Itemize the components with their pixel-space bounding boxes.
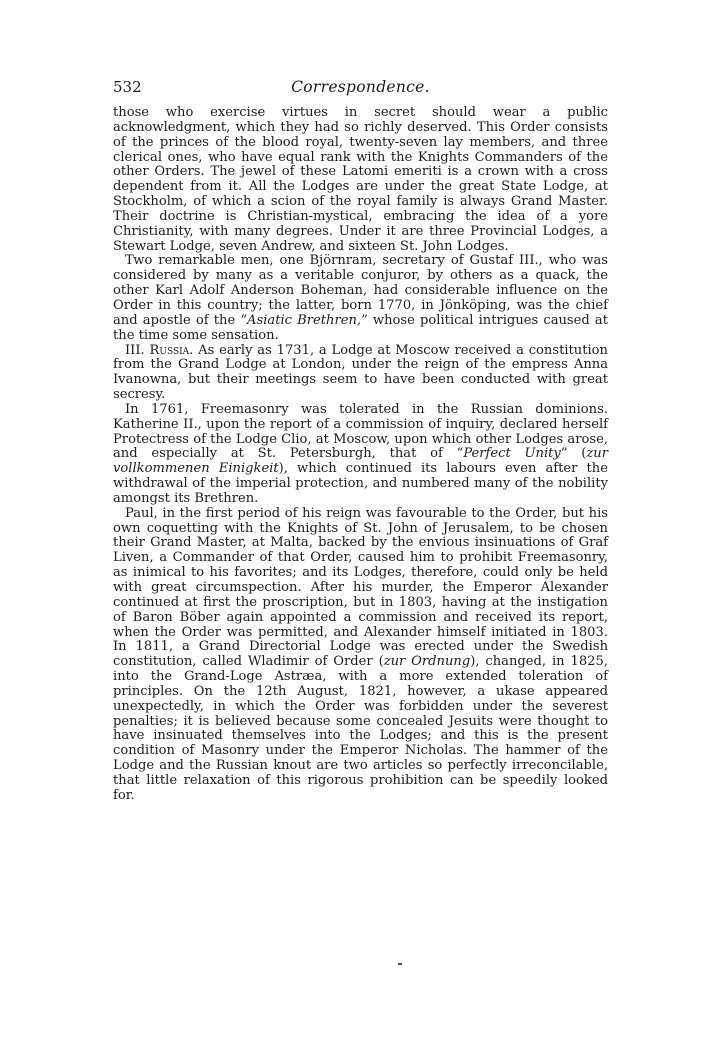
text-segment: ” whose political intrigues caused at the time some sensation. [113, 312, 608, 343]
italic-term: zur Ordnung [383, 654, 471, 670]
book-page [113, 76, 608, 804]
text-segment: ), changed, in 1825, into the Grand-Loge Astræa, with a more extended toleration of principles. On the 12th August, 1821, however, a ukase appeared unexpectedly, in which the Order was forbidden under the severest penalties; it is believed because some concealed Jesuits were thought to have insinuated themselves into the Lodges; and this is the present condition of Masonry under the Emperor Nicholas. The hammer of the Lodge and the Russian knout are two articles so perfectly irreconcilable, that little relaxation of this rigorous prohibition can be speedily looked for. [113, 654, 608, 803]
paragraph-paul-alexander [113, 507, 608, 804]
paragraph-katherine [113, 403, 608, 507]
running-title: Correspondence. [291, 78, 430, 96]
text-segment: In 1761, Freemasonry was tolerated in the Russian dominions. Katherine II., upon the report of a commission of inquiry, declared herself Protectress of the Lodge Clio, at Moscow, upon which other Lodges arose, and especially at St. Petersburgh, that of “ [113, 401, 608, 462]
text-segment: ), which continued its labours even after the withdrawal of the imperial protection, and numbered many of the nobility amongst its Brethren. [113, 461, 608, 506]
italic-term: Asiatic Brethren, [247, 312, 362, 328]
italic-term: zur vollkommenen Einigkeit [113, 446, 608, 477]
text-segment: Paul, in the first period of his reign was favourable to the Order, but his own coquetting with the Knights of St. John of Jerusalem, to be chosen their Grand Master, at Malta, backed by the envious insinuations of Graf Liven, a Commander of that Order, caused him to prohibit Freemasonry, as inimical to his favorites; and its Lodges, therefore, could only be held with great circumspection. After his murder, the Emperor Alexander continued at first the proscription, but in 1803, having at the instigation of Baron Böber again appointed a commission and received its report, when the Order was permitted, and Alexander himself initiated in 1803. In 1811, a Grand Directorial Lodge was erected under the Swedish constitution, called Wladimir of Order ( [113, 505, 608, 670]
section-numeral: III. [125, 342, 145, 358]
italic-term: Perfect Unity [463, 446, 561, 462]
text-segment: As early as 1731, a Lodge at Moscow received a constitution from the Grand Lodge at London, under the reign of the empress Anna Ivanowna, but their meetings seem to have been conducted with great secresy. [113, 342, 608, 403]
page-header [113, 76, 608, 102]
body-text [113, 106, 608, 804]
page-number: 532 [113, 78, 142, 96]
paragraph-russia-heading [113, 344, 608, 403]
section-heading: Russia. [149, 342, 194, 358]
paragraph-bjornram-boheman [113, 254, 608, 343]
text-segment: ” ( [560, 446, 587, 462]
text-segment: Two remarkable men, one Björnram, secretary of Gustaf III., who was considered by many as a veritable conjuror, by others as a quack, the other Karl Adolf Anderson Boheman, had considerable influence on the Order in this country; the latter, born 1770, in Jönköping, was the chief and apostle of the “ [113, 253, 608, 328]
paragraph-swedish-order [113, 106, 608, 254]
paragraph-text: those who exercise virtues in secret should wear a public acknowledgment, which they had so richly deserved. This Order consists of the princes of the blood royal, twenty-seven lay members, and three clerical ones, who have equal rank with the Knights Commanders of the other Orders. The jewel of these Latomi emeriti is a crown with a cross dependent from it. All the Lodges are under the great State Lodge, at Stockholm, of which a scion of the royal family is always Grand Master. Their doctrine is Christian-mystical, embracing the idea of a yore Christianity, with many degrees. Under it are three Provincial Lodges, a Stewart Lodge, seven Andrew, and sixteen St. John Lodges. [113, 105, 608, 254]
ink-speck [398, 963, 402, 965]
